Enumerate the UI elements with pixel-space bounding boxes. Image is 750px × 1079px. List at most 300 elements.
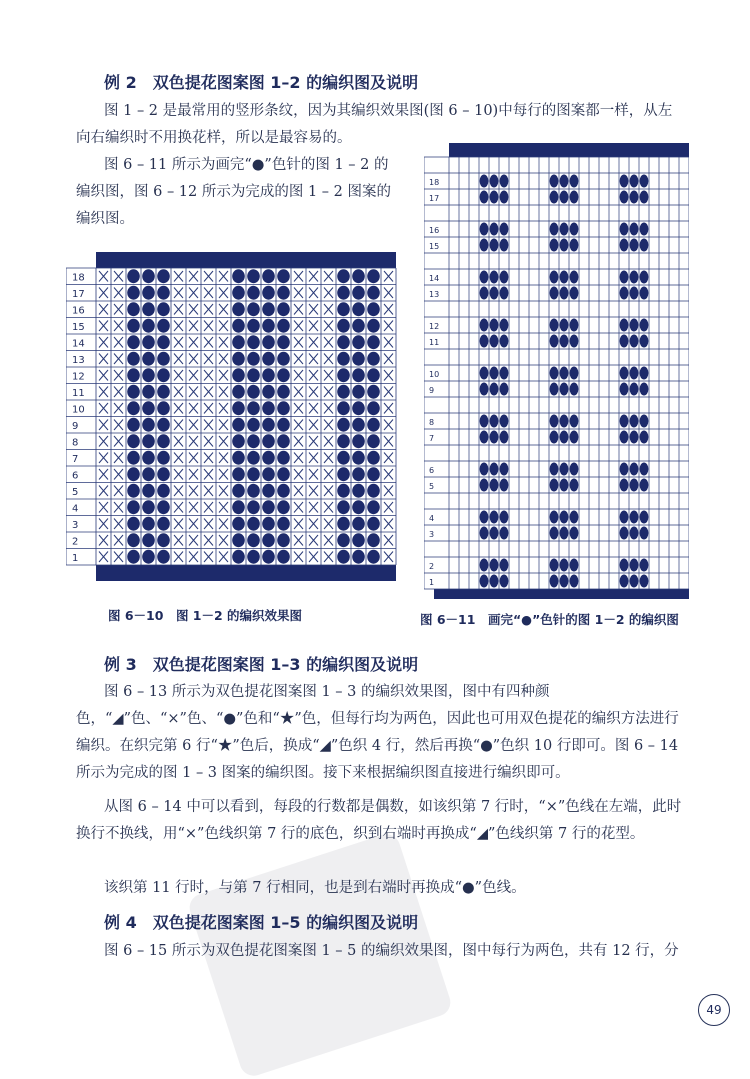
- dot-stitch: [640, 335, 649, 348]
- dot-stitch: [570, 239, 579, 252]
- dot-stitch: [570, 223, 579, 236]
- row-label: 14: [429, 274, 440, 283]
- dot-stitch: [480, 479, 489, 492]
- dot-stitch: [142, 269, 155, 283]
- dot-stitch: [490, 479, 499, 492]
- row-label: 3: [429, 530, 435, 539]
- example-3-paragraph-1: 图 6 – 13 所示为双色提花图案图 1 – 3 的编织效果图，图中有四种颜色，“◢”色、“×”色、“●”色和“★”色，但每行均为两色，因此也可用双色提花的编织方法进行编织。在织完第 6 行“★”色后，换成“◢”色织 4 行，然后再换“●”色织 10 行即可。图 6 – 14 所示为完成的图 1 – 3 图案的编织图。接下来根据编织图直接进行编织即可。: [76, 684, 679, 781]
- dot-stitch: [500, 527, 509, 540]
- dot-stitch: [620, 335, 629, 348]
- row-label: 15: [429, 242, 440, 251]
- dot-stitch: [142, 550, 155, 564]
- dot-stitch: [640, 319, 649, 332]
- dot-stitch: [262, 269, 275, 283]
- dot-stitch: [640, 367, 649, 380]
- dot-stitch: [232, 319, 245, 333]
- dot-stitch: [490, 175, 499, 188]
- dot-stitch: [337, 434, 350, 448]
- dot-stitch: [560, 479, 569, 492]
- dot-stitch: [247, 352, 260, 366]
- dot-stitch: [352, 335, 365, 349]
- dot-stitch: [277, 550, 290, 564]
- dot-stitch: [550, 479, 559, 492]
- dot-stitch: [247, 467, 260, 481]
- dot-stitch: [127, 467, 140, 481]
- dot-stitch: [142, 418, 155, 432]
- row-label: 5: [72, 487, 79, 498]
- dot-stitch: [620, 287, 629, 300]
- dot-stitch: [247, 401, 260, 415]
- dot-stitch: [157, 269, 170, 283]
- dot-stitch: [247, 302, 260, 316]
- dot-stitch: [620, 527, 629, 540]
- dot-stitch: [337, 500, 350, 514]
- dot-stitch: [277, 418, 290, 432]
- dot-stitch: [127, 550, 140, 564]
- dot-stitch: [480, 511, 489, 524]
- row-label: 15: [72, 322, 85, 333]
- dot-stitch: [157, 451, 170, 465]
- dot-stitch: [480, 239, 489, 252]
- example-3-paragraph-2: 从图 6 – 14 中可以看到，每段的行数都是偶数，如该织第 7 行时，“×”色线在左端，此时换行不换线，用“×”色线织第 7 行的底色，织到右端时再换成“◢”色线织第 7 行的花型。: [76, 799, 682, 842]
- dot-stitch: [367, 467, 380, 481]
- dot-stitch: [640, 415, 649, 428]
- dot-stitch: [142, 319, 155, 333]
- dot-stitch: [490, 191, 499, 204]
- dot-stitch: [337, 319, 350, 333]
- dot-stitch: [490, 431, 499, 444]
- dot-stitch: [367, 385, 380, 399]
- dot-stitch: [127, 269, 140, 283]
- row-label: 10: [72, 404, 85, 416]
- dot-stitch: [480, 319, 489, 332]
- dot-stitch: [262, 368, 275, 382]
- dot-stitch: [620, 191, 629, 204]
- dot-stitch: [232, 451, 245, 465]
- dot-stitch: [127, 517, 140, 531]
- dot-stitch: [142, 484, 155, 498]
- dot-stitch: [640, 223, 649, 236]
- dot-stitch: [620, 479, 629, 492]
- dot-stitch: [490, 223, 499, 236]
- dot-stitch: [367, 550, 380, 564]
- row-label: 8: [72, 437, 79, 449]
- row-label: 4: [429, 514, 435, 523]
- example-2-heading: 例 2 双色提花图案图 1–2 的编织图及说明: [104, 73, 419, 92]
- dot-stitch: [262, 467, 275, 481]
- dot-stitch: [620, 415, 629, 428]
- dot-stitch: [560, 559, 569, 572]
- dot-stitch: [352, 385, 365, 399]
- dot-stitch: [367, 352, 380, 366]
- dot-stitch: [630, 463, 639, 476]
- dot-stitch: [277, 368, 290, 382]
- dot-stitch: [630, 175, 639, 188]
- dot-stitch: [550, 559, 559, 572]
- dot-stitch: [490, 511, 499, 524]
- dot-stitch: [640, 479, 649, 492]
- dot-stitch: [277, 517, 290, 531]
- row-label: 18: [72, 272, 85, 284]
- dot-stitch: [640, 431, 649, 444]
- dot-stitch: [352, 500, 365, 514]
- dot-stitch: [352, 434, 365, 448]
- dot-stitch: [142, 451, 155, 465]
- dot-stitch: [480, 559, 489, 572]
- dot-stitch: [262, 434, 275, 448]
- dot-stitch: [480, 191, 489, 204]
- dot-stitch: [277, 385, 290, 399]
- dot-stitch: [620, 431, 629, 444]
- dot-stitch: [157, 484, 170, 498]
- dot-stitch: [352, 467, 365, 481]
- dot-stitch: [337, 517, 350, 531]
- dot-stitch: [570, 559, 579, 572]
- dot-stitch: [277, 484, 290, 498]
- dot-stitch: [630, 559, 639, 572]
- dot-stitch: [262, 401, 275, 415]
- dot-stitch: [367, 451, 380, 465]
- dot-stitch: [142, 385, 155, 399]
- dot-stitch: [500, 367, 509, 380]
- dot-stitch: [570, 175, 579, 188]
- dot-stitch: [352, 319, 365, 333]
- bottom-band-gap: [424, 589, 434, 599]
- dot-stitch: [490, 559, 499, 572]
- dot-stitch: [550, 191, 559, 204]
- dot-stitch: [480, 223, 489, 236]
- dot-stitch: [630, 575, 639, 588]
- example-4-paragraph-1: 图 6 – 15 所示为双色提花图案图 1 – 5 的编织效果图，图中每行为两色，共有 12 行，分: [104, 943, 679, 959]
- dot-stitch: [570, 319, 579, 332]
- row-label: 11: [429, 338, 440, 347]
- dot-stitch: [620, 367, 629, 380]
- dot-stitch: [550, 335, 559, 348]
- dot-stitch: [550, 383, 559, 396]
- row-label: 10: [429, 370, 440, 379]
- dot-stitch: [157, 302, 170, 316]
- dot-stitch: [490, 367, 499, 380]
- dot-stitch: [127, 302, 140, 316]
- dot-stitch: [337, 352, 350, 366]
- dot-stitch: [620, 383, 629, 396]
- dot-stitch: [620, 223, 629, 236]
- dot-stitch: [352, 533, 365, 547]
- dot-stitch: [367, 484, 380, 498]
- dot-stitch: [142, 352, 155, 366]
- dot-stitch: [337, 484, 350, 498]
- dot-stitch: [550, 175, 559, 188]
- dot-stitch: [560, 383, 569, 396]
- dot-stitch: [550, 511, 559, 524]
- dot-stitch: [277, 319, 290, 333]
- dot-stitch: [157, 500, 170, 514]
- dot-stitch: [142, 500, 155, 514]
- dot-stitch: [550, 463, 559, 476]
- dot-stitch: [490, 415, 499, 428]
- bottom-band-gap: [66, 565, 96, 581]
- dot-stitch: [127, 368, 140, 382]
- dot-stitch: [620, 239, 629, 252]
- dot-stitch: [232, 467, 245, 481]
- row-label: 7: [429, 434, 435, 443]
- dot-stitch: [232, 368, 245, 382]
- dot-stitch: [640, 175, 649, 188]
- dot-stitch: [480, 431, 489, 444]
- row-label: 7: [72, 454, 79, 465]
- row-label: 12: [429, 322, 440, 331]
- dot-stitch: [640, 527, 649, 540]
- dot-stitch: [127, 533, 140, 547]
- example-2-paragraph-2: 图 6 – 11 所示为画完“●”色针的图 1 – 2 的编织图，图 6 – 12 所示为完成的图 1 – 2 图案的编织图。: [76, 157, 391, 227]
- dot-stitch: [277, 269, 290, 283]
- dot-stitch: [352, 401, 365, 415]
- dot-stitch: [337, 302, 350, 316]
- dot-stitch: [262, 451, 275, 465]
- dot-stitch: [630, 431, 639, 444]
- dot-stitch: [337, 418, 350, 432]
- dot-stitch: [630, 367, 639, 380]
- dot-stitch: [630, 191, 639, 204]
- dot-stitch: [127, 500, 140, 514]
- dot-stitch: [490, 239, 499, 252]
- dot-stitch: [262, 352, 275, 366]
- dot-stitch: [630, 271, 639, 284]
- dot-stitch: [142, 368, 155, 382]
- dot-stitch: [640, 559, 649, 572]
- dot-stitch: [500, 223, 509, 236]
- dot-stitch: [640, 191, 649, 204]
- figure-6-11-grid: [424, 143, 689, 599]
- dot-stitch: [247, 550, 260, 564]
- dot-stitch: [337, 286, 350, 300]
- dot-stitch: [247, 286, 260, 300]
- dot-stitch: [560, 463, 569, 476]
- dot-stitch: [127, 451, 140, 465]
- row-label: 3: [72, 520, 79, 531]
- row-label: 18: [429, 178, 440, 187]
- dot-stitch: [157, 467, 170, 481]
- dot-stitch: [500, 575, 509, 588]
- dot-stitch: [127, 385, 140, 399]
- bottom-band: [424, 589, 689, 599]
- dot-stitch: [247, 533, 260, 547]
- dot-stitch: [232, 533, 245, 547]
- dot-stitch: [247, 484, 260, 498]
- dot-stitch: [560, 271, 569, 284]
- dot-stitch: [337, 385, 350, 399]
- dot-stitch: [550, 223, 559, 236]
- dot-stitch: [560, 527, 569, 540]
- dot-stitch: [157, 517, 170, 531]
- dot-stitch: [232, 484, 245, 498]
- dot-stitch: [640, 511, 649, 524]
- dot-stitch: [277, 302, 290, 316]
- row-label: 2: [72, 536, 79, 548]
- dot-stitch: [550, 271, 559, 284]
- dot-stitch: [560, 191, 569, 204]
- dot-stitch: [157, 401, 170, 415]
- dot-stitch: [232, 550, 245, 564]
- dot-stitch: [480, 575, 489, 588]
- dot-stitch: [277, 500, 290, 514]
- dot-stitch: [127, 286, 140, 300]
- dot-stitch: [570, 511, 579, 524]
- dot-stitch: [157, 335, 170, 349]
- dot-stitch: [352, 368, 365, 382]
- dot-stitch: [490, 287, 499, 300]
- dot-stitch: [620, 575, 629, 588]
- dot-stitch: [500, 431, 509, 444]
- dot-stitch: [277, 401, 290, 415]
- dot-stitch: [640, 287, 649, 300]
- dot-stitch: [247, 335, 260, 349]
- dot-stitch: [142, 434, 155, 448]
- dot-stitch: [277, 467, 290, 481]
- dot-stitch: [142, 467, 155, 481]
- bottom-band: [66, 565, 396, 581]
- row-label: 12: [72, 371, 85, 383]
- dot-stitch: [570, 287, 579, 300]
- dot-stitch: [550, 239, 559, 252]
- dot-stitch: [560, 319, 569, 332]
- dot-stitch: [570, 383, 579, 396]
- dot-stitch: [500, 287, 509, 300]
- dot-stitch: [630, 511, 639, 524]
- knitting-effect-chart: [66, 252, 403, 592]
- dot-stitch: [277, 352, 290, 366]
- dot-stitch: [500, 335, 509, 348]
- dot-stitch: [367, 434, 380, 448]
- dot-stitch: [500, 511, 509, 524]
- dot-stitch: [560, 415, 569, 428]
- row-label: 6: [429, 466, 435, 475]
- dot-stitch: [367, 500, 380, 514]
- dot-stitch: [640, 575, 649, 588]
- dot-stitch: [560, 511, 569, 524]
- dot-stitch: [142, 302, 155, 316]
- dot-stitch: [157, 352, 170, 366]
- dot-stitch: [640, 271, 649, 284]
- dot-stitch: [232, 517, 245, 531]
- dot-stitch: [262, 302, 275, 316]
- top-band: [449, 143, 689, 157]
- row-label: 8: [429, 418, 435, 427]
- dot-stitch: [480, 415, 489, 428]
- dot-stitch: [262, 319, 275, 333]
- top-band: [96, 252, 396, 268]
- dot-stitch: [367, 269, 380, 283]
- dot-stitch: [560, 431, 569, 444]
- dot-stitch: [480, 271, 489, 284]
- dot-stitch: [232, 269, 245, 283]
- dot-stitch: [500, 319, 509, 332]
- dot-stitch: [247, 434, 260, 448]
- dot-stitch: [480, 175, 489, 188]
- dot-stitch: [127, 335, 140, 349]
- dot-stitch: [367, 418, 380, 432]
- example-3-heading: 例 3 双色提花图案图 1–3 的编织图及说明: [104, 655, 419, 674]
- dot-stitch: [570, 367, 579, 380]
- dot-stitch: [630, 479, 639, 492]
- figure-6-10-caption: 图 6－10 图 1－2 的编织效果图: [108, 608, 303, 623]
- dot-stitch: [247, 385, 260, 399]
- dot-stitch: [480, 287, 489, 300]
- example-2-paragraph-1: 图 1 – 2 是最常用的竖形条纹，因为其编织效果图(图 6 – 10)中每行的图案都一样，从左向右编织时不用换花样，所以是最容易的。: [76, 103, 673, 146]
- dot-stitch: [550, 367, 559, 380]
- dot-stitch: [247, 451, 260, 465]
- dot-stitch: [262, 517, 275, 531]
- row-label: 5: [429, 482, 435, 491]
- page-number: 49: [698, 994, 730, 1026]
- dot-stitch: [157, 368, 170, 382]
- dot-stitch: [142, 517, 155, 531]
- dot-stitch: [127, 352, 140, 366]
- dot-stitch: [640, 463, 649, 476]
- dot-stitch: [490, 383, 499, 396]
- dot-stitch: [490, 335, 499, 348]
- dot-stitch: [620, 175, 629, 188]
- row-label: 16: [429, 226, 440, 235]
- dot-stitch: [367, 335, 380, 349]
- dot-stitch: [620, 271, 629, 284]
- dot-stitch: [337, 335, 350, 349]
- figure-6-11-caption: 图 6－11 画完“●”色针的图 1－2 的编织图: [420, 612, 679, 627]
- dot-stitch: [157, 319, 170, 333]
- dot-stitch: [570, 527, 579, 540]
- dot-stitch: [620, 319, 629, 332]
- dot-stitch: [352, 269, 365, 283]
- dot-stitch: [500, 383, 509, 396]
- dot-stitch: [352, 484, 365, 498]
- dot-stitch: [157, 434, 170, 448]
- dot-stitch: [262, 533, 275, 547]
- dot-stitch: [337, 533, 350, 547]
- dot-stitch: [500, 175, 509, 188]
- dot-stitch: [570, 431, 579, 444]
- dot-stitch: [367, 533, 380, 547]
- dot-stitch: [262, 385, 275, 399]
- dot-stitch: [480, 463, 489, 476]
- dot-stitch: [630, 415, 639, 428]
- dot-stitch: [127, 401, 140, 415]
- dot-stitch: [480, 527, 489, 540]
- figure-6-10-grid: [66, 252, 403, 592]
- example-4-heading: 例 4 双色提花图案图 1–5 的编织图及说明: [104, 913, 419, 932]
- dot-stitch: [367, 517, 380, 531]
- row-label: 14: [72, 338, 85, 350]
- dot-stitch: [247, 500, 260, 514]
- dot-stitch: [157, 533, 170, 547]
- dot-stitch: [232, 335, 245, 349]
- dot-stitch: [157, 550, 170, 564]
- dot-stitch: [232, 401, 245, 415]
- dot-stitch: [620, 559, 629, 572]
- dot-stitch: [630, 335, 639, 348]
- dot-stitch: [127, 319, 140, 333]
- dot-stitch: [352, 352, 365, 366]
- row-label: 16: [72, 305, 85, 317]
- dot-stitch: [337, 467, 350, 481]
- dot-stitch: [560, 287, 569, 300]
- dot-stitch: [640, 383, 649, 396]
- dot-stitch: [352, 451, 365, 465]
- dot-stitch: [247, 418, 260, 432]
- dot-stitch: [337, 451, 350, 465]
- dot-stitch: [570, 575, 579, 588]
- dot-stitch: [367, 319, 380, 333]
- dot-stitch: [367, 302, 380, 316]
